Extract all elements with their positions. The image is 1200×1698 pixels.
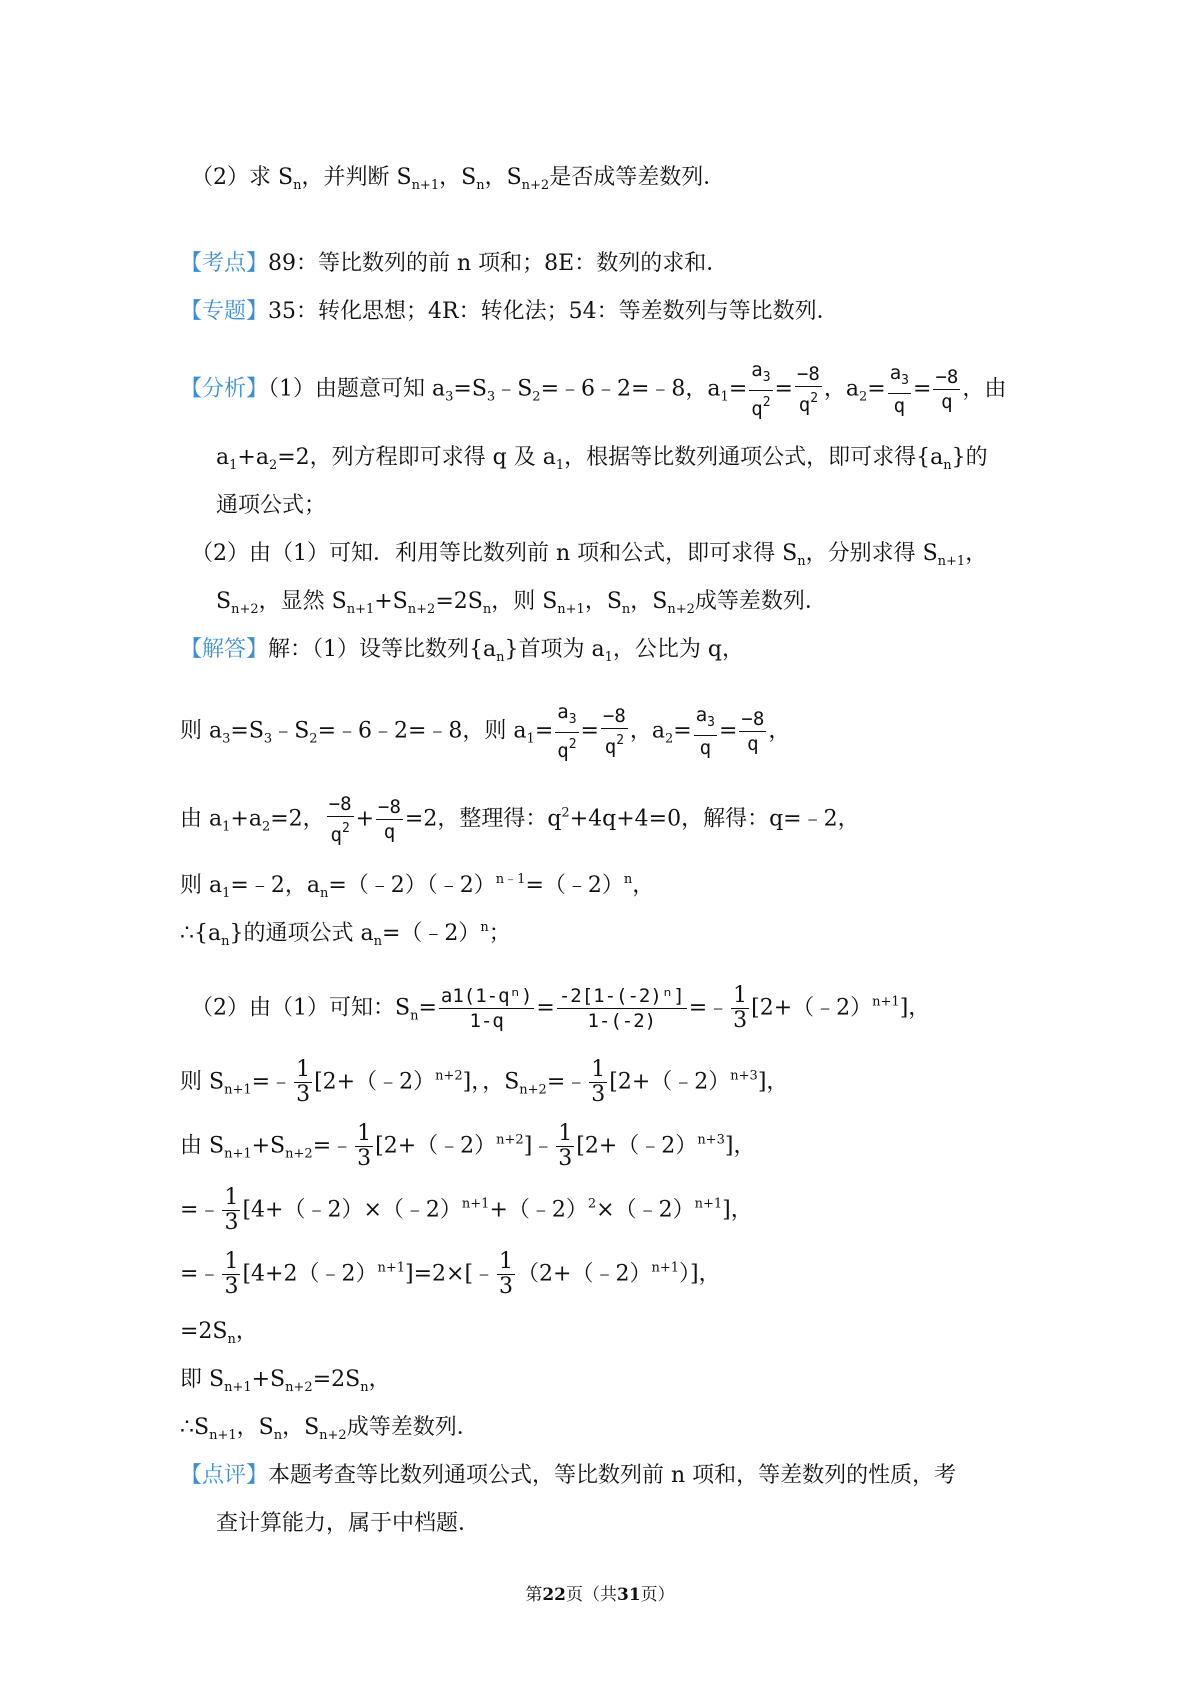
jieda-line-9: =﹣ $\frac{1}{3}$ [4+（﹣2）×（﹣2）$^{n+1}$+（﹣2）$^2$×（﹣2）$^{n+1}$]， — [180, 1185, 753, 1235]
fenxi-line-1: 【分析】（1）由题意可知 $a_3=S_3﹣S_2=﹣6﹣2=﹣8$，$a_1=$ $\frac{a_3}{q^2}$ = $\frac{-8}{q^2}$ ，$a_2=$ $\frac{a_3}{q}$ = $\frac{-8}{q}$ ，由 — [180, 359, 1007, 420]
fenxi-tag: 【分析】 — [180, 376, 269, 402]
page-footer: 第22页（共31页） — [525, 1585, 675, 1605]
fraction: $\frac{1}{3}$ — [224, 1249, 239, 1299]
page-total: 31 — [617, 1585, 641, 1605]
part2-question: （2）求 $S_n$，并判断 $S_{n+1}$，$S_n$，$S_{n+2}$是否成等差数列． — [191, 165, 726, 193]
fraction: $\frac{\text{-2[1-(-2)ⁿ]}}{1-(-2)}$ — [558, 985, 685, 1032]
jieda-line-13: $\therefore S_{n+1}$，$S_n$，$S_{n+2}$成等差数列． — [180, 1415, 479, 1443]
dianping-line-1: 【点评】本题考查等比数列通项公式，等比数列前 n 项和，等差数列的性质，考 — [180, 1463, 957, 1488]
fraction: $\frac{1}{3}$ — [357, 1121, 372, 1171]
jieda-line-2: 则 $a_3=S_3﹣S_2=﹣6﹣2=﹣8$，则 $a_1=$ $\frac{a_3}{q^2}$ = $\frac{-8}{q^2}$ ，$a_2=$ $\frac{a_3}{q}$ = $\frac{-8}{q}$ ， — [180, 701, 791, 762]
fenxi-line-4: （2）由（1）可知．利用等比数列前 n 项和公式，即可求得 $S_n$，分别求得 $S_{n+1}$， — [191, 541, 988, 569]
kaodian-line: 【考点】89：等比数列的前 n 项和；8E：数列的求和． — [180, 251, 729, 276]
fraction: $\frac{a_3}{q}$ — [695, 704, 715, 759]
jieda-line-11: $=2S_n$， — [180, 1319, 258, 1347]
fraction: $\frac{1}{3}$ — [224, 1185, 239, 1235]
jieda-line-3: 由 $a_1+a_2=2$， $\frac{-8}{q^2}$ + $\frac{-8}{q}$ =2，整理得：$q^2+4q+4=0$，解得：q=﹣2， — [180, 793, 860, 846]
page-number: 22 — [542, 1585, 566, 1605]
fenxi-line-5: $S_{n+2}$，显然 $S_{n+1}+S_{n+2}=2S_n$，则 $S_{n+1}$，$S_n$，$S_{n+2}$成等差数列． — [216, 589, 827, 617]
fenxi-line-3: 通项公式； — [216, 493, 327, 518]
jieda-line-12: 即 $S_{n+1}+S_{n+2}=2S_n$， — [180, 1367, 391, 1395]
jieda-line-8: 由 $S_{n+1}+S_{n+2}=﹣$ $\frac{1}{3}$ [2+（﹣2）$^{n+2}$]﹣ $\frac{1}{3}$ [2+（﹣2）$^{n+3}$]， — [180, 1121, 756, 1171]
fraction: $\frac{1}{3}$ — [733, 983, 748, 1033]
fraction: $\frac{1}{3}$ — [591, 1057, 606, 1107]
jieda-line-4: 则 $a_1=﹣2$，$a_n=(﹣2)(﹣2)^{n﹣1}=(﹣2)^n$， — [180, 872, 655, 901]
fenxi-line-2: $a_1+a_2=2$，列方程即可求得 q 及 $a_1$，根据等比数列通项公式，即可求得$\{a_n\}$的 — [216, 445, 988, 473]
jieda-line-6: （2）由（1）可知：$S_n=$ $\frac{\text{a1(1-qⁿ)}}{1-q}$ = $\frac{\text{-2[1-(-2)ⁿ]}}{1-(-2)}$ =﹣ $\frac{1}{3}$ [2+（﹣2）$^{n+1}$]， — [191, 983, 931, 1033]
kaodian-tag: 【考点】 — [180, 251, 269, 276]
zhuanti-tag: 【专题】 — [180, 299, 269, 324]
dianping-line-2: 查计算能力，属于中档题． — [216, 1511, 481, 1536]
dianping-tag: 【点评】 — [180, 1463, 269, 1488]
fraction: $\frac{a_3}{q^2}$ — [751, 359, 771, 420]
fraction: $\frac{1}{3}$ — [499, 1249, 514, 1299]
fraction: $\frac{a_3}{q^2}$ — [557, 701, 577, 762]
zhuanti-line: 【专题】35：转化思想；4R：转化法；54：等差数列与等比数列． — [180, 299, 839, 324]
jieda-line-10: =﹣ $\frac{1}{3}$ [4+2（﹣2）$^{n+1}$]=2×[﹣ $\frac{1}{3}$ （2+（﹣2）$^{n+1}$）]， — [180, 1249, 721, 1299]
jieda-tag: 【解答】 — [180, 637, 269, 662]
fraction: $\frac{-8}{q^2}$ — [602, 705, 626, 758]
fraction: $\frac{1}{3}$ — [296, 1057, 311, 1107]
fraction: $\frac{\text{a1(1-qⁿ)}}{1-q}$ — [440, 985, 533, 1032]
jieda-line-5: $\therefore\{a_n\}$的通项公式 $a_n=(﹣2)^n$； — [180, 920, 511, 949]
fraction: $\frac{-8}{q}$ — [378, 796, 401, 843]
jieda-line-7: 则 $S_{n+1}=﹣$ $\frac{1}{3}$ [2+（﹣2）$^{n+2}$]，，$S_{n+2}=﹣$ $\frac{1}{3}$ [2+（﹣2）$^{n+3}$]， — [180, 1057, 789, 1107]
fraction: $\frac{-8}{q^2}$ — [796, 363, 820, 416]
fraction: $\frac{-8}{q}$ — [741, 708, 765, 755]
fraction: $\frac{a_3}{q}$ — [889, 362, 909, 417]
jieda-line-1: 【解答】解：（1）设等比数列$\{a_n\}$首项为 $a_1$，公比为 q， — [180, 637, 744, 665]
fraction: $\frac{1}{3}$ — [558, 1121, 573, 1171]
fraction: $\frac{-8}{q}$ — [935, 366, 959, 413]
fraction: $\frac{-8}{q^2}$ — [328, 793, 352, 846]
